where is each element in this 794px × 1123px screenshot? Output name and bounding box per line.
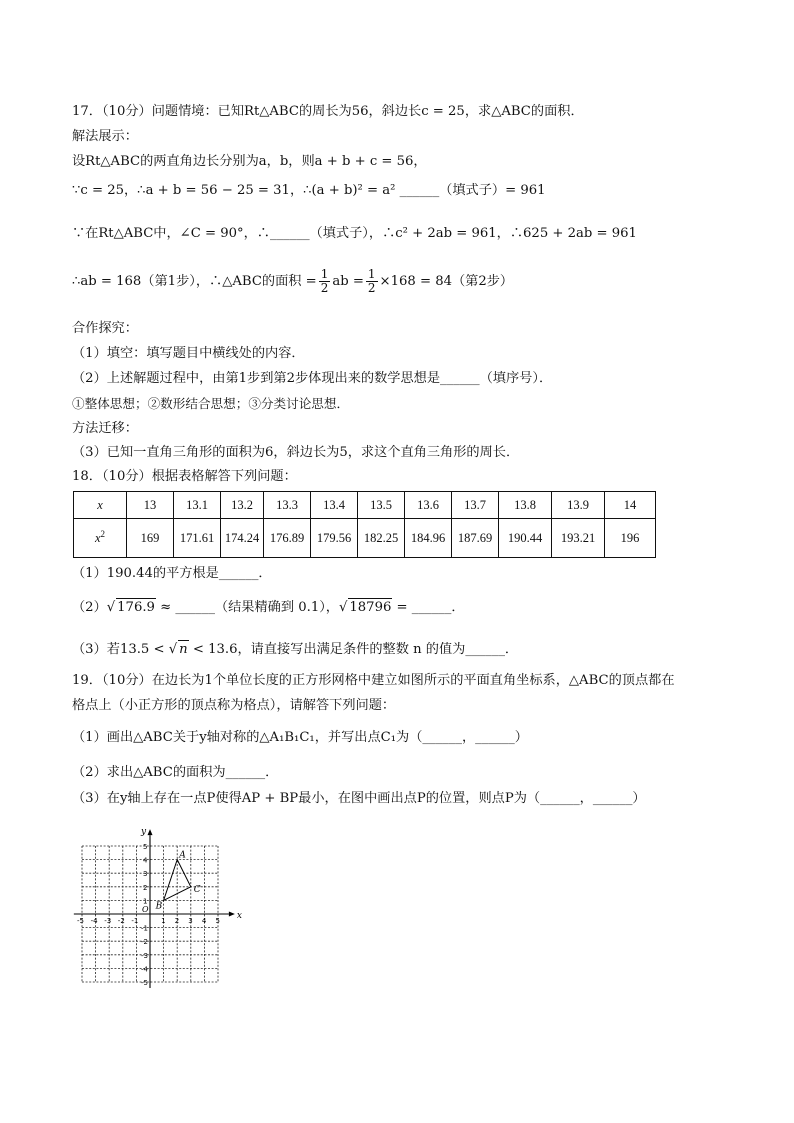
y-tick-label: 1 (143, 897, 148, 906)
table-cell-x2: 193.21 (552, 519, 605, 558)
y-tick-label: -4 (141, 965, 148, 974)
q18-part1: （1）190.44的平方根是______． (72, 566, 272, 581)
x-tick-label: -1 (131, 917, 139, 925)
q18-part3-suffix: < 13.6，请直接写出满足条件的整数 n 的值为______． (192, 642, 519, 657)
table-header-x2: $x^2$ (74, 519, 127, 558)
vertex-label-a: A (179, 850, 186, 861)
x-tick-label: -3 (104, 917, 112, 925)
x-tick-label: 5 (215, 917, 220, 925)
q17-options: ①整体思想；②数形结合思想；③分类讨论思想． (72, 396, 350, 411)
y-tick-label: -5 (141, 979, 148, 987)
table-cell-x: 13.1 (174, 492, 221, 519)
q18-header: 18．（10分）根据表格解答下列问题： (72, 469, 297, 484)
y-tick-label: 3 (143, 870, 148, 879)
table-cell-x2: 190.44 (499, 519, 552, 558)
sqrt-176-9: 176.9 (117, 600, 155, 615)
fraction-half-2 (366, 268, 378, 295)
x-tick-label: 1 (161, 917, 166, 925)
x-tick-label: 2 (174, 917, 180, 925)
q17-step-pythagoras: ∵在Rt△ABC中，∠C = 90°，∴______（填式子），∴c² + 2ab = 961，∴625 + 2ab = 961 (72, 226, 637, 241)
vertex-label-c: C (193, 884, 201, 895)
y-tick-label: 2 (143, 883, 148, 892)
q17-cooperation-label: 合作探究： (72, 321, 138, 336)
coordinate-grid-figure (72, 828, 252, 988)
table-cell-x2: 184.96 (405, 519, 452, 558)
table-row-x2 (74, 519, 656, 558)
table-cell-x: 13.5 (358, 492, 405, 519)
x-tick-label: 4 (201, 917, 207, 925)
table-cell-x: 14 (605, 492, 656, 519)
q17-part2: （2）上述解题过程中，由第1步到第2步体现出来的数学思想是______（填序号）． (72, 371, 553, 386)
q19-header-line2: 格点上（小正方形的顶点称为格点），请解答下列问题： (72, 698, 396, 713)
q17-area-part2: ab = (332, 274, 364, 289)
q18-part2-mid: ≈ ______（结果精确到 0.1）， (155, 600, 339, 615)
table-cell-x2: 176.89 (264, 519, 311, 558)
q18-part2-end: = ______． (392, 600, 465, 615)
table-cell-x: 13.2 (221, 492, 264, 519)
q17-transfer-label: 方法迁移： (72, 421, 138, 436)
q18-part2-prefix: （2） (72, 600, 107, 615)
x-tick-label: 3 (188, 917, 193, 925)
table-cell-x2: 187.69 (452, 519, 499, 558)
q17-area-part3: ×168 = 84（第2步） (379, 274, 514, 289)
q19-header-line1: 19．（10分）在边长为1个单位长度的正方形网格中建立如图所示的平面直角坐标系，△ABC的顶点都在 (72, 673, 675, 688)
q18-part2: （2）√ 176.9 ≈ ______（结果精确到 0.1），√ 18796 = ______． (72, 600, 465, 615)
table-cell-x: 13 (127, 492, 174, 519)
table-cell-x2: 179.56 (311, 519, 358, 558)
fraction-numerator-2: 1 (367, 267, 376, 281)
table-cell-x2: 174.24 (221, 519, 264, 558)
q17-step-area (72, 268, 513, 295)
fraction-half (319, 268, 331, 295)
x-axis-arrow (229, 912, 235, 917)
q17-method-label: 解法展示： (72, 129, 138, 144)
table-cell-x: 13.7 (452, 492, 499, 519)
table-cell-x2: 182.25 (358, 519, 405, 558)
table-header-x: x (74, 492, 127, 519)
q17-header: 17．（10分）问题情境：已知Rt△ABC的周长为56，斜边长c = 25，求△ABC的面积． (72, 104, 584, 119)
table-cell-x2: 169 (127, 519, 174, 558)
q19-part2: （2）求出△ABC的面积为______． (72, 765, 279, 780)
fraction-denominator-2: 2 (367, 281, 376, 295)
table-cell-x: 13.8 (499, 492, 552, 519)
x-tick-label: -5 (77, 917, 84, 925)
q17-step-sum: ∵c = 25，∴a + b = 56 − 25 = 31，∴(a + b)² = a² ______（填式子）= 961 (72, 183, 546, 198)
square-table (73, 491, 656, 558)
x-tick-label: -4 (90, 917, 98, 925)
q18-part3-prefix: （3）若13.5 < (72, 642, 165, 657)
fraction-numerator: 1 (320, 267, 329, 281)
table-cell-x: 13.6 (405, 492, 452, 519)
table-row-x (74, 492, 656, 519)
vertex-label-b: B (155, 901, 163, 912)
q17-part1: （1）填空：填写题目中横线处的内容． (72, 346, 305, 361)
origin-label: O (142, 905, 149, 914)
q18-part3: （3）若13.5 < √ n < 13.6，请直接写出满足条件的整数 n 的值为______． (72, 642, 519, 657)
q17-setup: 设Rt△ABC的两直角边长分别为a，b，则a + b + c = 56， (72, 154, 427, 169)
y-tick-label: -3 (141, 951, 148, 960)
y-tick-label: 4 (143, 856, 148, 865)
table-cell-x2: 196 (605, 519, 656, 558)
sqrt-n: n (179, 642, 188, 657)
q17-area-part1: ∴ab = 168（第1步），∴△ABC的面积 = (72, 274, 317, 289)
table-cell-x: 13.9 (552, 492, 605, 519)
table-cell-x: 13.4 (311, 492, 358, 519)
q19-part3: （3）在y轴上存在一点P使得AP + BP最小，在图中画出点P的位置，则点P为（______，______） (72, 791, 646, 806)
fraction-denominator: 2 (320, 281, 329, 295)
sqrt-18796: 18796 (349, 600, 392, 615)
table-cell-x2: 171.61 (174, 519, 221, 558)
q19-part1: （1）画出△ABC关于y轴对称的△A₁B₁C₁，并写出点C₁为（______，______） (72, 730, 528, 745)
q17-part3: （3）已知一直角三角形的面积为6，斜边长为5，求这个直角三角形的周长． (72, 445, 520, 460)
x-axis-label: x (236, 911, 242, 921)
y-axis-label: y (141, 828, 147, 838)
table-cell-x: 13.3 (264, 492, 311, 519)
y-tick-label: 5 (143, 843, 148, 851)
y-axis-arrow (148, 829, 153, 835)
y-tick-label: -1 (141, 924, 148, 933)
y-tick-label: -2 (141, 938, 148, 947)
x-tick-label: -2 (117, 917, 125, 925)
